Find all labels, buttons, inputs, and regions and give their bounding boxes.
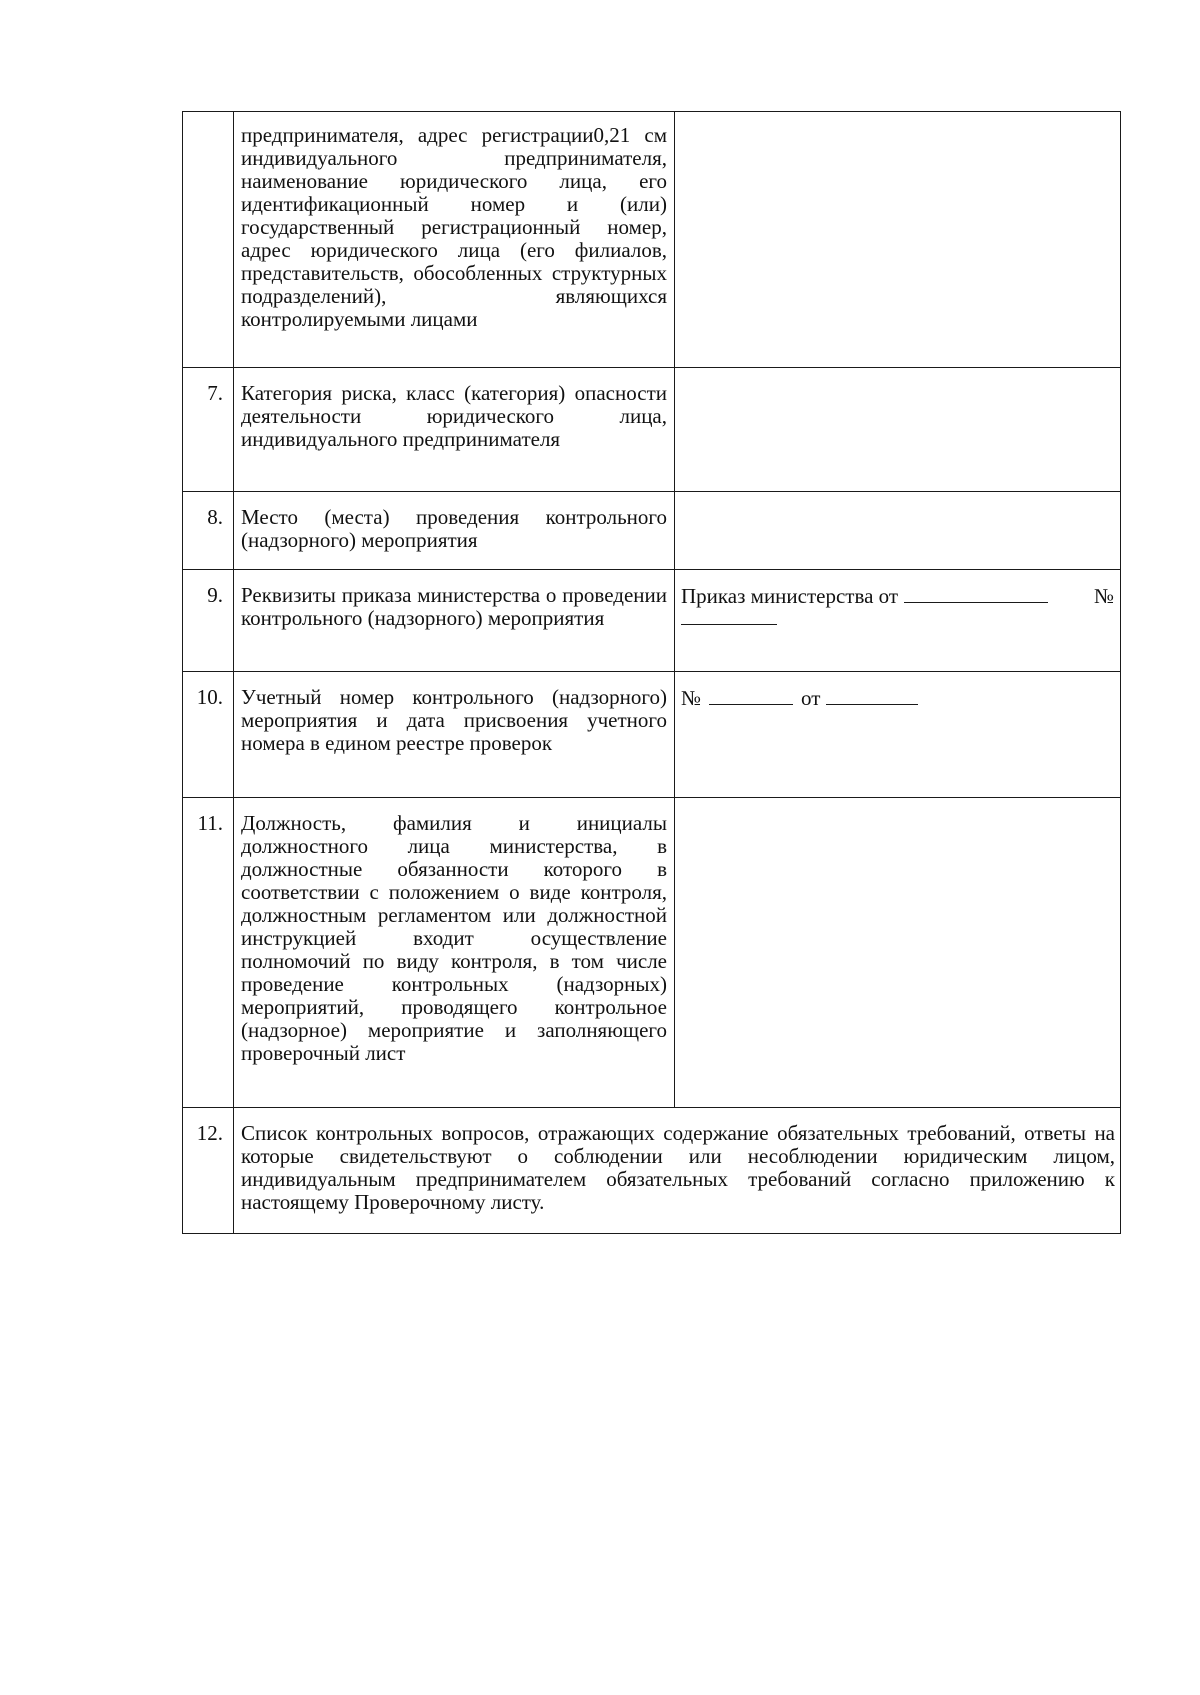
table-row (183, 672, 1121, 798)
row-label-text: Учетный номер контрольного (надзорного) мероприятия и дата присвоения учетного номера в едином реестре проверок (241, 685, 667, 755)
order-date-blank[interactable] (904, 584, 1048, 603)
registration-details-field[interactable] (675, 672, 1121, 798)
row-label (234, 798, 675, 1108)
number-sign: № (1093, 584, 1114, 608)
row-wide-text (234, 1108, 1121, 1234)
table-row (183, 1108, 1121, 1234)
row-number: 12. (183, 1108, 234, 1234)
row-label-text: Должность, фамилия и инициалы должностного лица министерства, в должностные обязанности которого в соответствии с положением о виде контроля, должностным регламентом или должностной инструкцией входит осуществление полномочий по виду контроля, в том числе проведение контрольных (надзорных) мероприятий, проводящего контрольное (надзорное) мероприятие и заполняющего проверочный лист (241, 811, 667, 1065)
row-number: 9. (183, 570, 234, 672)
row-label (234, 492, 675, 570)
table-row (183, 112, 1121, 368)
row-value-field[interactable] (675, 492, 1121, 570)
order-details-field[interactable] (675, 570, 1121, 672)
row-label-text: Реквизиты приказа министерства о проведении контрольного (надзорного) мероприятия (241, 583, 667, 630)
row-number (183, 112, 234, 368)
registration-number-blank[interactable] (709, 686, 793, 705)
row-label-text: Категория риска, класс (категория) опасности деятельности юридического лица, индивидуального предпринимателя (241, 381, 667, 451)
from-label: от (801, 686, 821, 710)
row-number: 7. (183, 368, 234, 492)
row-value-field[interactable] (675, 112, 1121, 368)
table-row (183, 368, 1121, 492)
registration-date-blank[interactable] (826, 686, 918, 705)
row-label (234, 570, 675, 672)
row-label-text: Место (места) проведения контрольного (надзорного) мероприятия (241, 505, 667, 552)
table-row (183, 798, 1121, 1108)
order-line (681, 584, 1114, 608)
row-number: 8. (183, 492, 234, 570)
row-label (234, 112, 675, 368)
row-number: 11. (183, 798, 234, 1108)
row-label (234, 672, 675, 798)
checklist-table (182, 111, 1121, 1234)
number-sign: № (681, 686, 702, 710)
row-value-field[interactable] (675, 368, 1121, 492)
order-number-blank[interactable] (681, 606, 777, 625)
order-prefix: Приказ министерства от (681, 584, 899, 608)
table-row (183, 570, 1121, 672)
row-wide-text-content: Список контрольных вопросов, отражающих содержание обязательных требований, ответы на которые свидетельствуют о соблюдении или несоблюдении юридическим лицом, индивидуальным предпринимателем обязательных требований согласно приложению к настоящему Проверочному листу. (241, 1121, 1115, 1214)
row-number: 10. (183, 672, 234, 798)
row-label-text: предпринимателя, адрес регистрации0,21 см индивидуального предпринимателя, наименование юридического лица, его идентификационный номер и (или) государственный регистрационный номер, адрес юридического лица (его филиалов, представительств, обособленных структурных подразделений), являющихся контролируемыми лицами (241, 123, 667, 331)
table-row (183, 492, 1121, 570)
row-value-field[interactable] (675, 798, 1121, 1108)
row-label (234, 368, 675, 492)
